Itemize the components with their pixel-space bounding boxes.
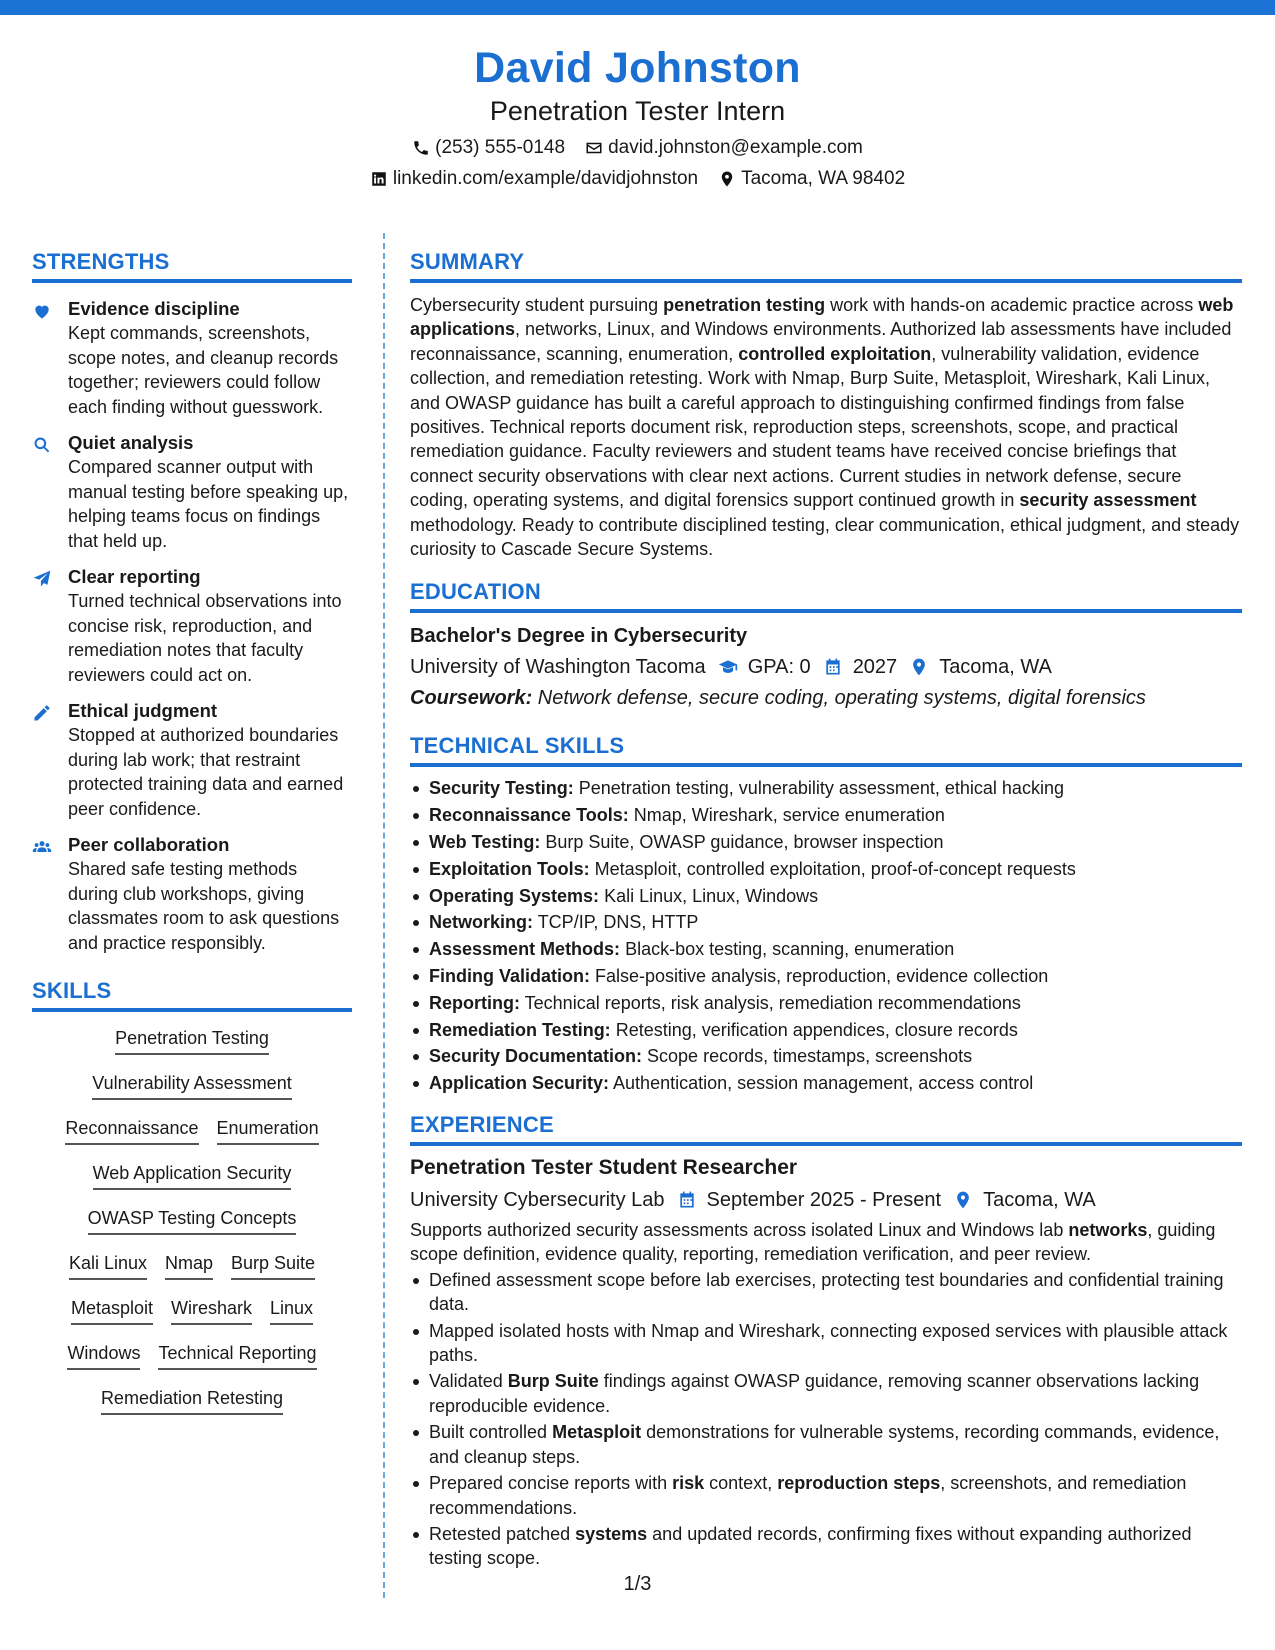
calendar-icon <box>677 1190 697 1210</box>
skill-row <box>32 1243 352 1288</box>
text-fragment: methodology. Ready to contribute disciplined testing, clear communication, ethical judgment, and steady curiosity to Cascade Secure Systems. <box>410 514 1240 560</box>
skill-values: Nmap, Wireshark, service enumeration <box>628 805 945 826</box>
strength-title: Ethical judgment <box>68 700 218 721</box>
skill-row <box>32 1378 352 1423</box>
strength-item <box>32 297 352 419</box>
skill-tag: Technical Reporting <box>158 1341 316 1370</box>
skill-tag: Nmap <box>165 1251 213 1280</box>
text-fragment: and updated records, confirming fixes without expanding authorized testing scope. <box>429 1523 1192 1569</box>
strengths-list <box>32 297 352 955</box>
strength-title: Clear reporting <box>68 566 201 587</box>
bold-keyword: systems <box>575 1523 648 1544</box>
job-bullet <box>410 1369 1242 1418</box>
skill-category: Networking: <box>429 912 534 933</box>
skill-values: False-positive analysis, reproduction, evidence collection <box>590 966 1049 987</box>
text-fragment: Built controlled <box>429 1422 553 1443</box>
strength-item <box>32 699 352 821</box>
strength-title: Peer collaboration <box>68 834 230 855</box>
technical-skill-item <box>410 856 1242 883</box>
skill-category: Operating Systems: <box>429 885 600 906</box>
school-name: University of Washington Tacoma <box>410 656 706 679</box>
phone-contact <box>412 136 565 160</box>
job-organization: University Cybersecurity Lab <box>410 1189 665 1212</box>
degree-name: Bachelor's Degree in Cybersecurity <box>410 625 748 648</box>
skill-tag: Penetration Testing <box>115 1026 269 1055</box>
job-bullet <box>410 1522 1242 1571</box>
skill-values: Black-box testing, scanning, enumeration <box>620 939 955 960</box>
strength-title: Evidence discipline <box>68 298 240 319</box>
job-description <box>410 1218 1242 1267</box>
paper-plane-icon <box>32 569 52 589</box>
education-meta <box>410 653 1242 681</box>
skill-category: Remediation Testing: <box>429 1019 611 1040</box>
skill-category: Security Documentation: <box>429 1046 643 1067</box>
strength-title: Quiet analysis <box>68 432 194 453</box>
technical-skill-item <box>410 1017 1242 1044</box>
candidate-name: David Johnston <box>474 44 801 92</box>
experience-heading: EXPERIENCE <box>410 1111 1242 1146</box>
text-fragment: Prepared concise reports with <box>429 1473 673 1494</box>
skill-row <box>32 1333 352 1378</box>
skill-category: Reconnaissance Tools: <box>429 805 629 826</box>
skill-category: Reporting: <box>429 992 520 1013</box>
skill-values: Burp Suite, OWASP guidance, browser inspection <box>540 832 944 853</box>
skills-heading: SKILLS <box>32 977 352 1012</box>
skill-row <box>32 1198 352 1243</box>
skills-list <box>32 1018 352 1423</box>
skill-row <box>32 1063 352 1108</box>
users-icon <box>32 837 52 857</box>
gpa-value: GPA: 0 <box>747 656 811 679</box>
job-meta <box>410 1186 1242 1214</box>
skill-values: Authentication, session management, access control <box>609 1073 1034 1094</box>
skill-tag: Web Application Security <box>93 1161 292 1190</box>
strengths-heading: STRENGTHS <box>32 248 352 283</box>
skill-tag: Vulnerability Assessment <box>92 1071 291 1100</box>
school-location: Tacoma, WA <box>939 656 1052 679</box>
skill-tag: OWASP Testing Concepts <box>88 1206 297 1235</box>
technical-skill-item <box>410 1043 1242 1070</box>
job-bullet <box>410 1268 1242 1317</box>
graduation-cap-icon <box>718 657 738 677</box>
phone-number: (253) 555-0148 <box>435 137 566 158</box>
skill-category: Assessment Methods: <box>429 939 621 960</box>
bold-keyword: risk <box>672 1473 705 1494</box>
skill-tag: Enumeration <box>217 1116 319 1145</box>
page-number: 1/3 <box>623 1573 652 1595</box>
skill-row <box>32 1153 352 1198</box>
technical-skill-item <box>410 802 1242 829</box>
skill-values: Technical reports, risk analysis, remediation recommendations <box>519 992 1021 1013</box>
strength-description: Turned technical observations into concise risk, reproduction, and remediation notes that faculty reviewers could act on. <box>68 591 342 685</box>
text-fragment: Defined assessment scope before lab exercises, protecting test boundaries and confidential training data. <box>429 1269 1224 1315</box>
text-fragment: work with hands-on academic practice across <box>825 295 1199 315</box>
text-fragment: Cybersecurity student pursuing <box>410 295 664 315</box>
linkedin-icon <box>370 170 388 188</box>
skill-values: Penetration testing, vulnerability assessment, ethical hacking <box>573 778 1064 799</box>
skill-values: TCP/IP, DNS, HTTP <box>533 912 699 933</box>
bold-keyword: Burp Suite <box>507 1371 599 1392</box>
bold-keyword: Metasploit <box>552 1422 642 1443</box>
skill-tag: Reconnaissance <box>65 1116 198 1145</box>
heart-icon <box>32 301 52 321</box>
coursework-label: Coursework: <box>410 687 533 710</box>
technical-skill-item <box>410 829 1242 856</box>
skill-tag: Burp Suite <box>231 1251 315 1280</box>
left-column <box>32 248 352 1423</box>
technical-skill-item <box>410 883 1242 910</box>
bold-keyword: web applications <box>410 295 1234 340</box>
technical-skill-item <box>410 936 1242 963</box>
technical-skill-item <box>410 1070 1242 1097</box>
skill-tag: Windows <box>67 1341 140 1370</box>
skill-row <box>32 1018 352 1063</box>
contact-row-2 <box>0 167 1275 191</box>
skill-values: Scope records, timestamps, screenshots <box>642 1046 973 1067</box>
skill-category: Security Testing: <box>429 778 574 799</box>
bold-keyword: networks <box>1068 1220 1148 1241</box>
education-heading: EDUCATION <box>410 578 1242 613</box>
summary-text <box>410 293 1242 561</box>
text-fragment: , screenshots, and remediation recommendations. <box>429 1473 1187 1518</box>
job-bullet <box>410 1471 1242 1520</box>
search-icon <box>32 435 52 455</box>
map-marker-icon <box>909 657 929 677</box>
skill-values: Retesting, verification appendices, closure records <box>610 1019 1018 1040</box>
map-marker-icon <box>718 170 736 188</box>
job-bullet <box>410 1319 1242 1368</box>
skill-tag: Linux <box>270 1296 313 1325</box>
coursework <box>410 684 1242 712</box>
summary-heading: SUMMARY <box>410 248 1242 283</box>
map-marker-icon <box>953 1190 973 1210</box>
skill-values: Metasploit, controlled exploitation, proof-of-concept requests <box>589 858 1076 879</box>
strength-item <box>32 833 352 955</box>
skill-tag: Wireshark <box>171 1296 252 1325</box>
job-bullets <box>410 1268 1242 1571</box>
skill-category: Finding Validation: <box>429 966 590 987</box>
technical-skill-item <box>410 990 1242 1017</box>
skill-category: Web Testing: <box>429 832 541 853</box>
text-fragment: context, <box>704 1473 778 1494</box>
pencil-icon <box>32 703 52 723</box>
bold-keyword: penetration testing <box>663 295 826 315</box>
skill-category: Exploitation Tools: <box>429 858 590 879</box>
job-bullet <box>410 1420 1242 1469</box>
right-column <box>410 248 1242 1573</box>
bold-keyword: security assessment <box>1019 490 1197 511</box>
strength-description: Shared safe testing methods during club workshops, giving classmates room to ask questions and practice responsibly. <box>68 859 340 953</box>
skill-row <box>32 1288 352 1333</box>
technical-skill-item <box>410 775 1242 802</box>
text-fragment: , vulnerability validation, evidence collection, and remediation retesting. Work with Nmap, Burp Suite, Metasploit, Wireshark, Kali Linux, and OWASP guidance has built a careful approach to distinguishing confirmed findings from false positives. Technical reports document risk, reproduction steps, screenshots, scope, and practical remediation guidance. Faculty reviewers and student teams have received concise briefings that connect security observations with clear next actions. Current studies in network defense, secure coding, operating systems, and digital forensics support continued growth in <box>410 343 1211 511</box>
strength-description: Stopped at authorized boundaries during lab work; that restraint protected training data and earned peer confidence. <box>68 725 344 819</box>
graduation-year: 2027 <box>852 656 898 679</box>
calendar-icon <box>823 657 843 677</box>
skill-tag: Remediation Retesting <box>101 1386 283 1415</box>
job-location: Tacoma, WA <box>983 1189 1096 1212</box>
text-fragment: Mapped isolated hosts with Nmap and Wireshark, connecting exposed services with plausible attack paths. <box>429 1320 1228 1366</box>
technical-skill-item <box>410 963 1242 990</box>
candidate-title: Penetration Tester Intern <box>489 96 786 126</box>
text-fragment: , guiding scope definition, evidence quality, reporting, remediation verification, and peer review. <box>410 1220 1216 1265</box>
text-fragment: Validated <box>429 1371 508 1392</box>
phone-icon <box>412 139 430 157</box>
text-fragment: findings against OWASP guidance, removing scanner observations lacking reproducible evidence. <box>429 1371 1200 1416</box>
column-divider <box>383 233 385 1598</box>
text-fragment: demonstrations for vulnerable systems, recording commands, evidence, and cleanup steps. <box>429 1422 1220 1467</box>
linkedin-url[interactable]: linkedin.com/example/davidjohnston <box>392 168 699 189</box>
bold-keyword: reproduction steps <box>777 1473 941 1494</box>
resume-header <box>0 42 1275 191</box>
contact-row-1 <box>0 136 1275 160</box>
email-address[interactable]: david.johnston@example.com <box>608 137 863 158</box>
text-fragment: Supports authorized security assessments across isolated Linux and Windows lab <box>410 1220 1069 1241</box>
skill-category: Application Security: <box>429 1073 610 1094</box>
coursework-list: Network defense, secure coding, operating systems, digital forensics <box>532 687 1146 710</box>
email-contact[interactable] <box>585 136 863 160</box>
linkedin-contact[interactable] <box>370 167 698 191</box>
envelope-icon <box>585 139 603 157</box>
bold-keyword: controlled exploitation <box>738 343 932 364</box>
text-fragment: , networks, Linux, and Windows environments. Authorized lab assessments have included reconnaissance, scanning, enumeration, <box>410 319 1232 364</box>
strength-item <box>32 565 352 687</box>
job-title: Penetration Tester Student Researcher <box>410 1156 798 1180</box>
skill-tag: Metasploit <box>71 1296 153 1325</box>
location-contact <box>718 167 905 191</box>
skill-tag: Kali Linux <box>69 1251 147 1280</box>
technical-skill-item <box>410 909 1242 936</box>
location-text: Tacoma, WA 98402 <box>741 168 906 189</box>
job-dates: September 2025 - Present <box>706 1189 942 1212</box>
technical-skills-list <box>410 775 1242 1097</box>
strength-item <box>32 431 352 553</box>
skill-values: Kali Linux, Linux, Windows <box>599 885 819 906</box>
skill-row <box>32 1108 352 1153</box>
strength-description: Compared scanner output with manual testing before speaking up, helping teams focus on findings that held up. <box>68 457 349 551</box>
text-fragment: Retested patched <box>429 1523 576 1544</box>
strength-description: Kept commands, screenshots, scope notes, and cleanup records together; reviewers could follow each finding without guesswork. <box>68 323 339 417</box>
technical-skills-heading: TECHNICAL SKILLS <box>410 732 1242 767</box>
top-accent-bar <box>0 0 1275 15</box>
